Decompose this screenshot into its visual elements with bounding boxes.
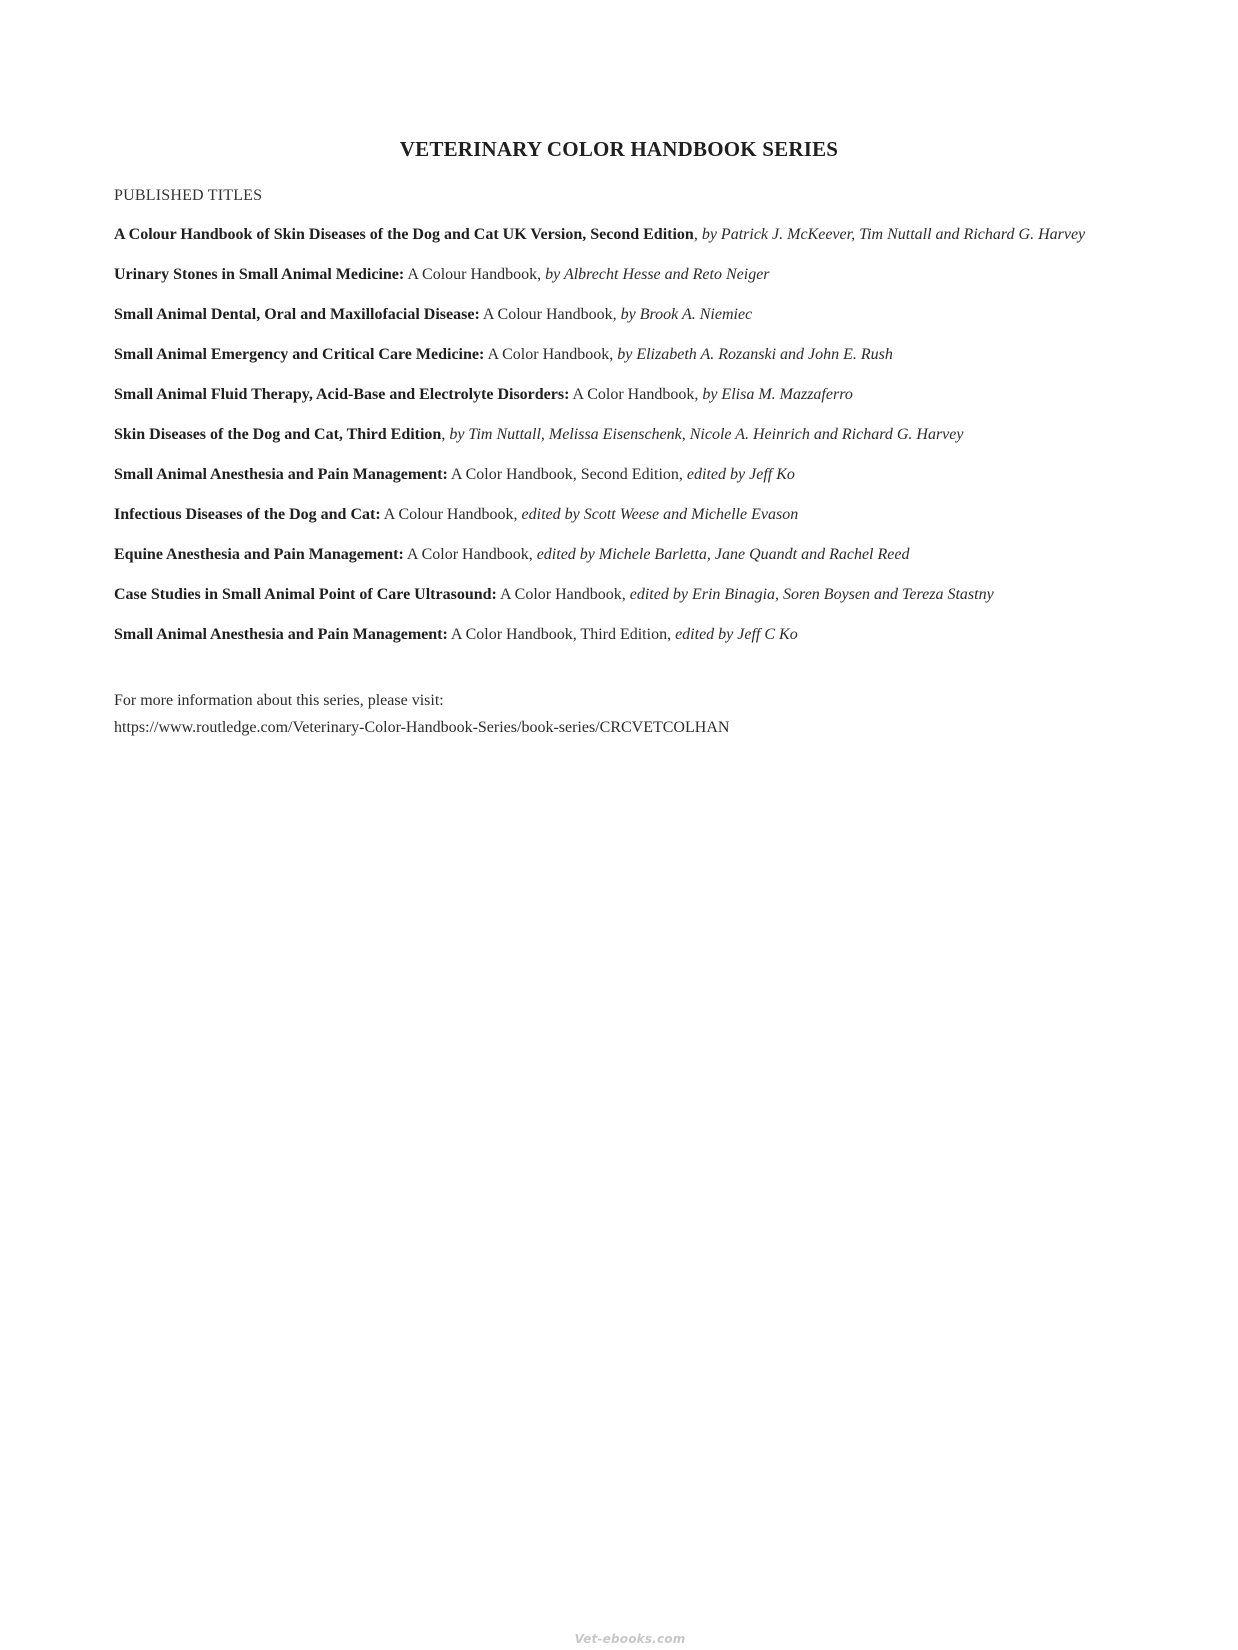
list-item (114, 584, 1124, 605)
list-item (114, 224, 1124, 245)
book-authors: by Brook A. Niemiec (620, 306, 753, 323)
book-authors: by Tim Nuttall, Melissa Eisenschenk, Nicole A. Heinrich and Richard G. Harvey (449, 426, 964, 443)
list-item (114, 344, 1124, 365)
book-subtitle: A Color Handbook, (403, 546, 537, 563)
book-title: Equine Anesthesia and Pain Management: (114, 546, 404, 563)
book-authors: edited by Erin Binagia, Soren Boysen and Tereza Stastny (629, 586, 994, 603)
document-page (114, 136, 1124, 741)
book-title: Small Animal Dental, Oral and Maxillofacial Disease: (114, 306, 480, 323)
book-authors: by Patrick J. McKeever, Tim Nuttall and Richard G. Harvey (701, 226, 1086, 243)
list-item (114, 504, 1124, 525)
list-item (114, 424, 1124, 445)
list-item (114, 304, 1124, 325)
book-subtitle: , (693, 226, 702, 243)
book-subtitle: A Colour Handbook, (380, 506, 522, 523)
book-authors: by Elisa M. Mazzaferro (702, 386, 853, 403)
book-subtitle: A Colour Handbook, (404, 266, 546, 283)
list-item (114, 464, 1124, 485)
book-title: Skin Diseases of the Dog and Cat, Third Edition (114, 426, 442, 443)
book-title: Infectious Diseases of the Dog and Cat: (114, 506, 381, 523)
book-subtitle: A Color Handbook, Third Edition, (447, 626, 676, 643)
watermark-logo: Vet-ebooks.com (574, 1632, 686, 1646)
book-title: Small Animal Fluid Therapy, Acid-Base and Electrolyte Disorders: (114, 386, 570, 403)
book-authors: edited by Jeff C Ko (675, 626, 798, 643)
book-subtitle: A Color Handbook, Second Edition, (447, 466, 687, 483)
more-info-text: For more information about this series, please visit: (114, 692, 444, 709)
book-title: Urinary Stones in Small Animal Medicine: (114, 266, 405, 283)
list-item (114, 264, 1124, 285)
book-authors: edited by Scott Weese and Michelle Evason (521, 506, 799, 523)
book-subtitle: , (441, 426, 450, 443)
book-title: Small Animal Emergency and Critical Care Medicine: (114, 346, 485, 363)
series-title: VETERINARY COLOR HANDBOOK SERIES (399, 137, 839, 161)
book-authors: by Elizabeth A. Rozanski and John E. Rush (617, 346, 893, 363)
list-item (114, 544, 1124, 565)
book-title: Small Animal Anesthesia and Pain Management: (114, 626, 448, 643)
more-info-block (114, 687, 1124, 741)
book-subtitle: A Colour Handbook, (479, 306, 621, 323)
book-title: Small Animal Anesthesia and Pain Management: (114, 466, 448, 483)
list-item (114, 624, 1124, 645)
book-title: A Colour Handbook of Skin Diseases of the Dog and Cat UK Version, Second Edition (114, 226, 694, 243)
published-titles-list (114, 224, 1124, 645)
book-subtitle: A Color Handbook, (484, 346, 618, 363)
section-label: PUBLISHED TITLES (114, 187, 263, 204)
book-subtitle: A Color Handbook, (496, 586, 630, 603)
book-subtitle: A Color Handbook, (569, 386, 703, 403)
series-url-link[interactable]: https://www.routledge.com/Veterinary-Color-Handbook-Series/book-series/CRCVETCOLHAN (114, 719, 730, 736)
book-authors: edited by Michele Barletta, Jane Quandt and Rachel Reed (536, 546, 910, 563)
book-title: Case Studies in Small Animal Point of Care Ultrasound: (114, 586, 497, 603)
list-item (114, 384, 1124, 405)
book-authors: by Albrecht Hesse and Reto Neiger (545, 266, 770, 283)
book-authors: edited by Jeff Ko (686, 466, 795, 483)
